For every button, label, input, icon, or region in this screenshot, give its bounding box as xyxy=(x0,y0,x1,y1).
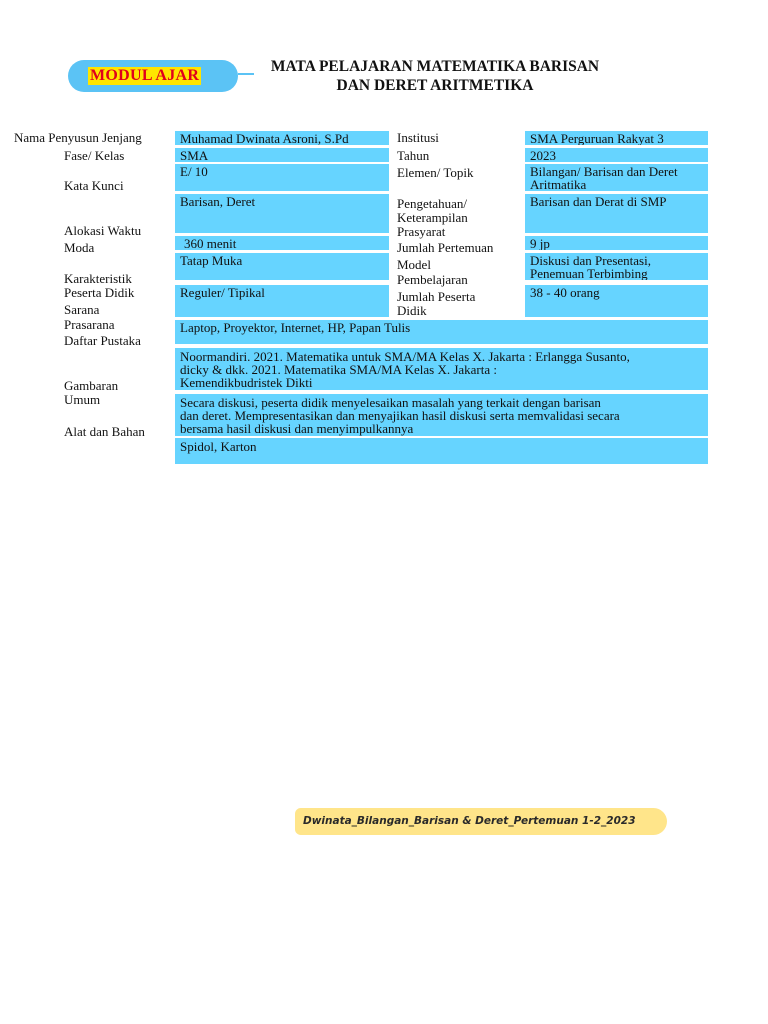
value-kata-kunci: E/ 10 xyxy=(175,164,389,191)
label-model-1: Model xyxy=(397,257,431,272)
value-gambaran-umum xyxy=(175,394,708,436)
value-alat-bahan: Spidol, Karton xyxy=(175,438,708,464)
value-elemen-line-2: Aritmatika xyxy=(530,177,587,191)
label-moda: Moda xyxy=(64,240,95,255)
value-tahun: 2023 xyxy=(525,148,708,162)
badge-label: MODUL AJAR xyxy=(90,67,200,84)
value-penyusun: Muhamad Dwinata Asroni, S.Pd xyxy=(175,131,389,145)
label-pengetahuan-2: Keterampilan xyxy=(397,210,468,225)
label-jumlah-peserta-2: Didik xyxy=(397,303,427,318)
value-karakteristik: Tatap Muka xyxy=(175,253,389,280)
label-gambaran-1: Gambaran xyxy=(64,378,119,393)
label-elemen: Elemen/ Topik xyxy=(397,165,474,180)
value-model-line-1: Diskusi dan Presentasi, xyxy=(530,253,651,268)
label-jumlah-pertemuan: Jumlah Pertemuan xyxy=(397,240,494,255)
label-penyusun: Nama Penyusun Jenjang xyxy=(14,130,142,145)
gambaran-line-3: bersama hasil diskusi dan menyimpulkannya xyxy=(180,421,414,436)
value-model xyxy=(525,253,708,280)
label-pengetahuan-3: Prasyarat xyxy=(397,224,446,239)
label-alat: Alat dan Bahan xyxy=(64,424,145,439)
label-gambaran-2: Umum xyxy=(64,392,101,407)
label-pengetahuan-1: Pengetahuan/ xyxy=(397,196,468,211)
value-institusi: SMA Perguruan Rakyat 3 xyxy=(525,131,708,145)
title-line-2: DAN DERET ARITMETIKA xyxy=(336,77,534,94)
label-karakteristik-2: Peserta Didik xyxy=(64,285,135,300)
value-alokasi: Barisan, Deret xyxy=(175,194,389,233)
label-daftar-pustaka: Daftar Pustaka xyxy=(64,333,141,348)
value-pengetahuan: Barisan dan Derat di SMP xyxy=(525,194,708,233)
value-daftar-pustaka xyxy=(175,348,708,390)
value-model-line-2: Penemuan Terbimbing xyxy=(530,266,648,280)
label-karakteristik-1: Karakteristik xyxy=(64,271,132,286)
value-jumlah-pertemuan: 9 jp xyxy=(525,236,708,250)
label-tahun: Tahun xyxy=(397,148,430,163)
value-fase: SMA xyxy=(175,148,389,162)
value-sarana: Reguler/ Tipikal xyxy=(175,285,389,317)
value-elemen-line-1: Bilangan/ Barisan dan Deret xyxy=(530,164,678,179)
value-prasarana: Laptop, Proyektor, Internet, HP, Papan Tulis xyxy=(175,320,708,344)
label-kata-kunci: Kata Kunci xyxy=(64,178,124,193)
label-sarana: Sarana xyxy=(64,302,100,317)
label-jumlah-peserta-1: Jumlah Peserta xyxy=(397,289,476,304)
pustaka-line-3: Kemendikbudristek Dikti xyxy=(180,375,313,390)
value-jumlah-peserta: 38 - 40 orang xyxy=(525,285,708,317)
label-institusi: Institusi xyxy=(397,130,439,145)
label-fase: Fase/ Kelas xyxy=(64,148,125,163)
pustaka-line-1: Noormandiri. 2021. Matematika untuk SMA/MA Kelas X. Jakarta : Erlangga Susanto, xyxy=(180,349,630,364)
label-prasarana: Prasarana xyxy=(64,317,115,332)
title-line-1: MATA PELAJARAN MATEMATIKA BARISAN xyxy=(270,58,600,75)
value-moda: 360 menit xyxy=(175,236,389,250)
footer-text: Dwinata_Bilangan_Barisan & Deret_Pertemuan 1-2_2023 xyxy=(303,815,636,827)
value-elemen xyxy=(525,164,708,191)
page-title xyxy=(235,57,635,95)
label-alokasi: Alokasi Waktu xyxy=(64,223,142,238)
pustaka-line-2: dicky & dkk. 2021. Matematika SMA/MA Kelas X. Jakarta : xyxy=(180,362,498,377)
label-model-2: Pembelajaran xyxy=(397,272,468,287)
gambaran-line-2: dan deret. Mempresentasikan dan menyajikan hasil diskusi serta memvalidasi secara xyxy=(180,408,620,423)
gambaran-line-1: Secara diskusi, peserta didik menyelesaikan masalah yang terkait dengan barisan xyxy=(180,395,601,410)
